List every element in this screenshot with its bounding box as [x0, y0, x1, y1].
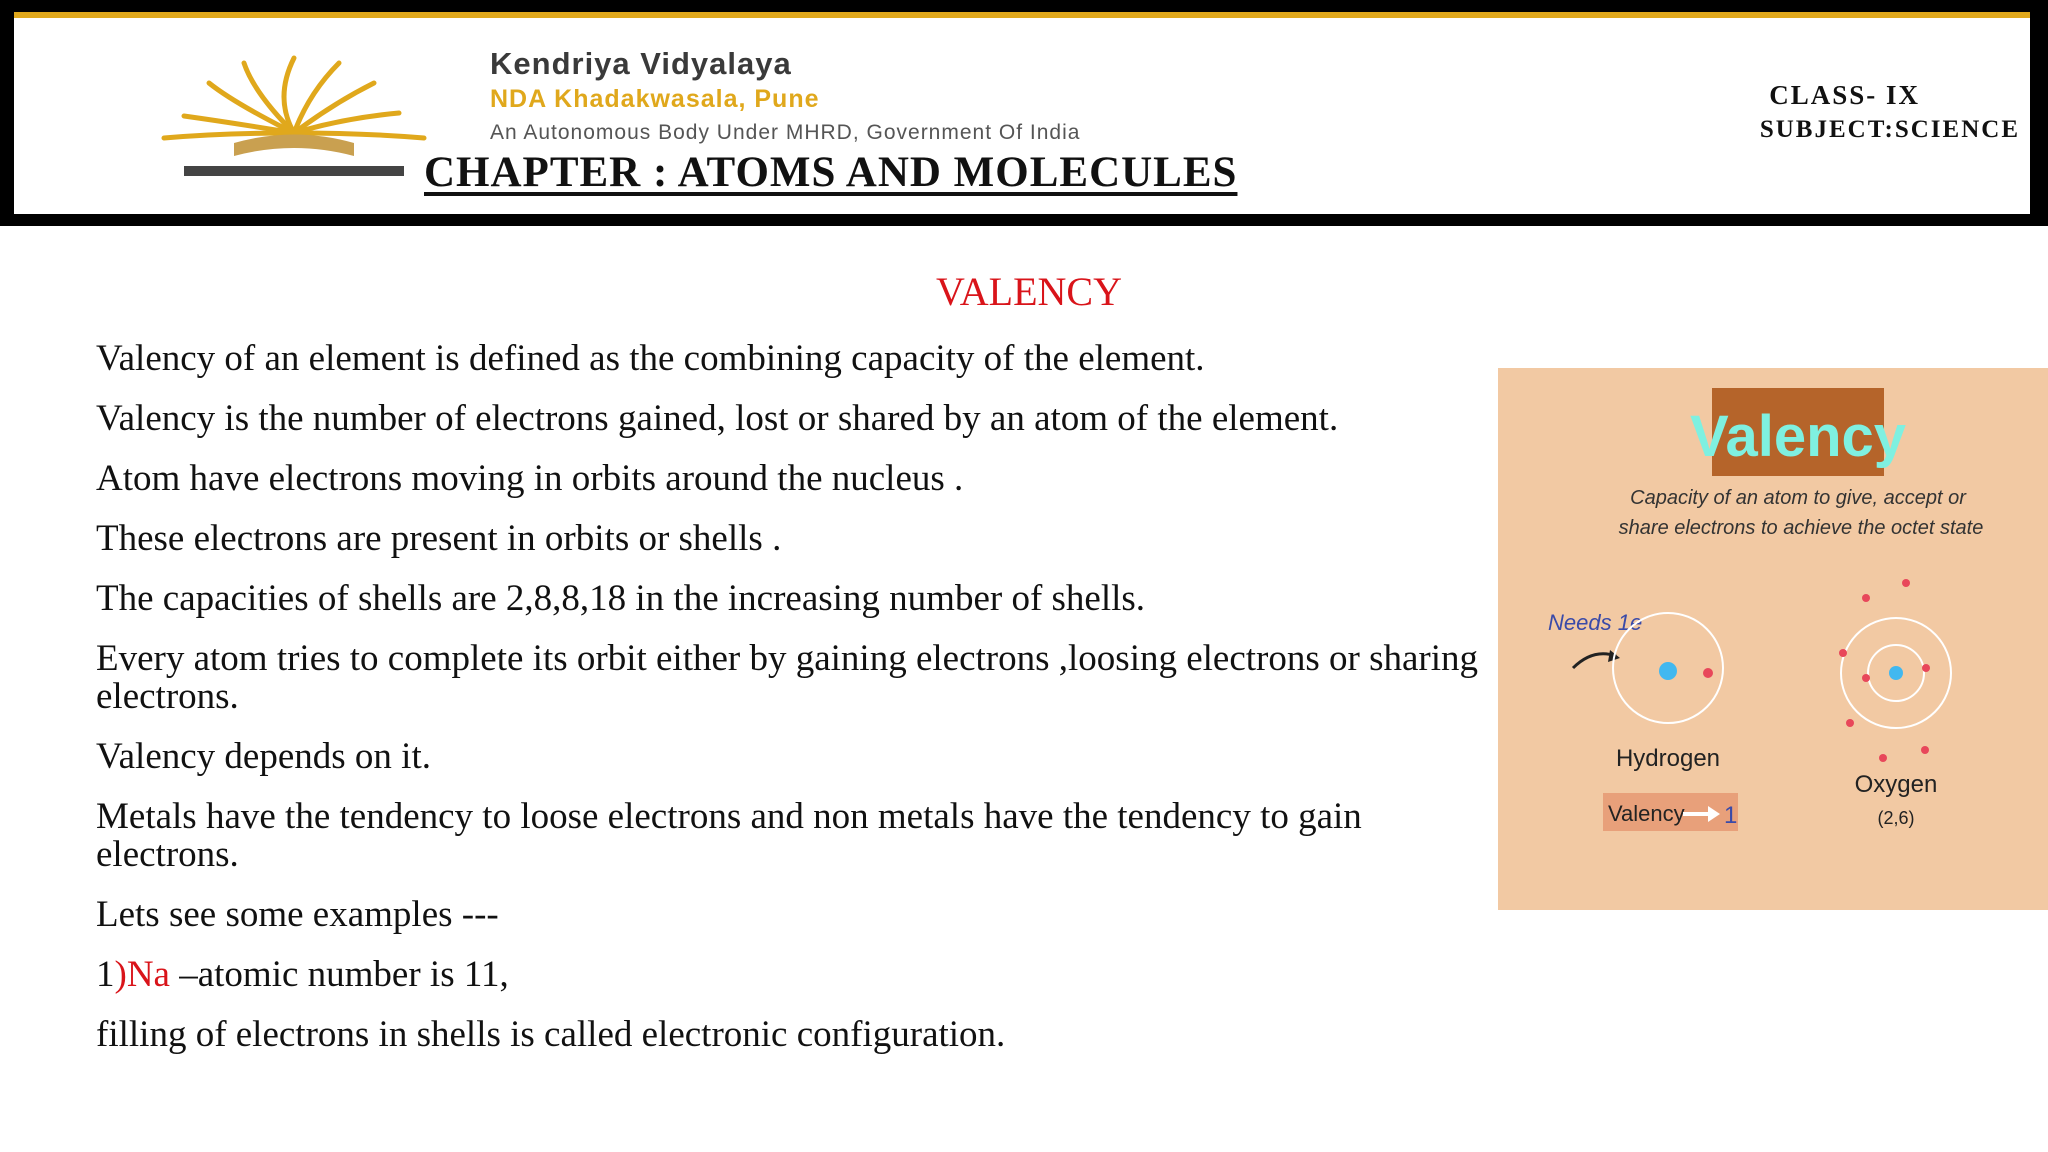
- chapter-title: CHAPTER : ATOMS AND MOLECULES: [424, 149, 1238, 196]
- illustration-title: Valency: [1689, 404, 1907, 469]
- slide-title: VALENCY: [936, 269, 1122, 314]
- example-number: 1: [96, 954, 115, 995]
- valency-label: Valency: [1608, 801, 1685, 826]
- hydrogen-electron: [1703, 668, 1713, 678]
- slide-content: [96, 340, 1486, 1076]
- paragraph: Valency is the number of electrons gained, lost or shared by an atom of the element.: [96, 398, 1339, 439]
- needs-label: Needs 1e: [1548, 610, 1643, 635]
- paragraph: filling of electrons in shells is called electronic configuration.: [96, 1014, 1006, 1055]
- school-authority: An Autonomous Body Under MHRD, Government Of India: [490, 121, 1081, 144]
- paragraph: Valency depends on it.: [96, 736, 431, 777]
- oxygen-electron: [1902, 579, 1910, 587]
- subject-label: SUBJECT:SCIENCE: [1759, 116, 2020, 143]
- illustration-caption-2: share electrons to achieve the octet state: [1618, 517, 1984, 539]
- oxygen-electron: [1922, 664, 1930, 672]
- oxygen-nucleus: [1889, 666, 1903, 680]
- valency-value: 1: [1724, 802, 1738, 829]
- oxygen-electron: [1921, 746, 1929, 754]
- school-name: Kendriya Vidyalaya: [490, 46, 792, 81]
- oxygen-config: (2,6): [1877, 808, 1915, 828]
- paragraph: Valency of an element is defined as the combining capacity of the element.: [96, 338, 1205, 379]
- valency-illustration: [1498, 368, 2048, 910]
- illustration-caption-1: Capacity of an atom to give, accept or: [1630, 487, 1966, 509]
- header-banner: [0, 0, 2048, 226]
- oxygen-electron: [1862, 674, 1870, 682]
- hydrogen-nucleus: [1659, 662, 1677, 680]
- oxygen-electron: [1879, 754, 1887, 762]
- oxygen-electron: [1862, 594, 1870, 602]
- paragraph: Atom have electrons moving in orbits around the nucleus .: [96, 458, 964, 499]
- example-rest: –atomic number is 11,: [169, 954, 509, 995]
- paragraph: Every atom tries to complete its orbit either by gaining electrons ,loosing electrons or sharing electrons.: [96, 638, 1479, 717]
- kv-logo-icon: [124, 38, 464, 188]
- oxygen-electron: [1846, 719, 1854, 727]
- paragraph: These electrons are present in orbits or shells .: [96, 518, 782, 559]
- paragraph: Lets see some examples ---: [96, 894, 499, 935]
- paragraph: Metals have the tendency to loose electrons and non metals have the tendency to gain electrons.: [96, 796, 1362, 875]
- school-location: NDA Khadakwasala, Pune: [490, 85, 820, 113]
- paragraph: The capacities of shells are 2,8,8,18 in the increasing number of shells.: [96, 578, 1146, 619]
- example-element: )Na: [114, 954, 170, 995]
- hydrogen-label: Hydrogen: [1615, 745, 1721, 772]
- class-label: CLASS- IX: [1769, 80, 1920, 110]
- oxygen-label: Oxygen: [1854, 771, 1938, 798]
- header-panel: [14, 12, 2030, 214]
- oxygen-electron: [1839, 649, 1847, 657]
- example-line: [96, 956, 1486, 994]
